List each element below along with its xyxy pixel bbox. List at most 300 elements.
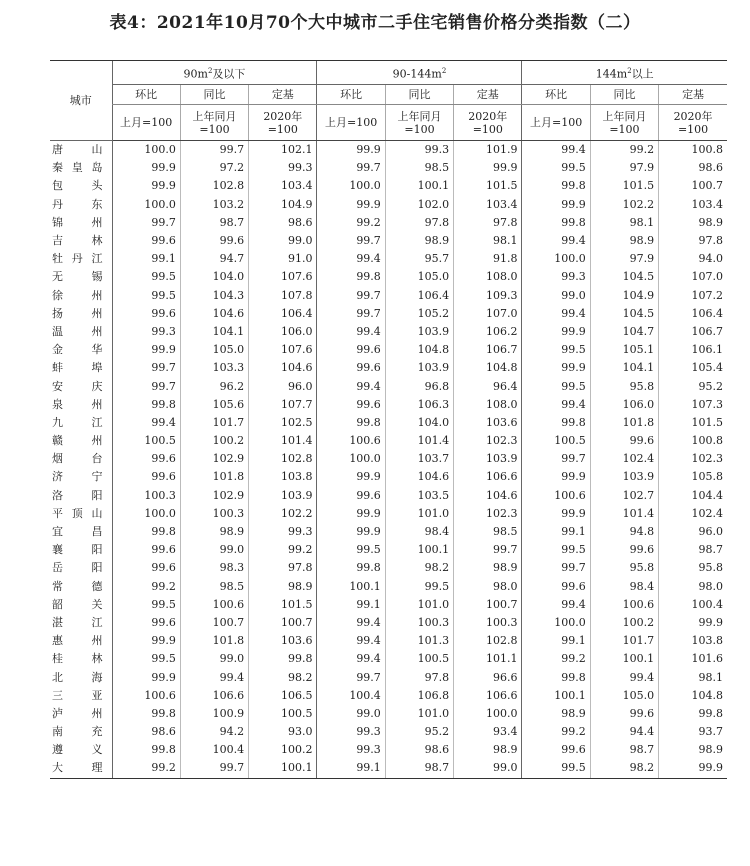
value-cell: 105.1 — [590, 341, 658, 359]
value-cell: 99.8 — [522, 668, 590, 686]
value-cell: 98.7 — [659, 541, 727, 559]
value-cell: 101.5 — [454, 177, 522, 195]
value-cell: 99.9 — [659, 759, 727, 778]
value-cell: 100.0 — [454, 705, 522, 723]
city-name-cell: 北海 — [52, 670, 104, 684]
value-cell: 104.4 — [659, 487, 727, 505]
value-cell: 99.1 — [112, 250, 180, 268]
value-cell: 100.1 — [522, 687, 590, 705]
group-header-small: $90m^2$及以下 — [112, 61, 317, 85]
value-cell: 102.8 — [180, 177, 248, 195]
value-cell: 99.5 — [112, 268, 180, 286]
value-cell: 99.9 — [522, 196, 590, 214]
sub-header-mom: 环比 — [522, 85, 590, 105]
value-cell: 97.8 — [385, 214, 453, 232]
table-row — [50, 232, 727, 250]
value-cell: 104.8 — [385, 341, 453, 359]
table-row — [50, 596, 727, 614]
value-cell: 99.9 — [317, 196, 385, 214]
value-cell: 99.6 — [590, 541, 658, 559]
value-cell: 99.3 — [317, 723, 385, 741]
value-cell: 98.5 — [180, 578, 248, 596]
value-cell: 99.4 — [317, 632, 385, 650]
value-cell: 99.6 — [112, 614, 180, 632]
table-title: 表4：2021年10月70个大中城市二手住宅销售价格分类指数（二） — [109, 13, 641, 33]
value-cell: 98.2 — [590, 759, 658, 778]
value-cell: 103.9 — [385, 323, 453, 341]
value-cell: 95.8 — [659, 559, 727, 577]
value-cell: 107.0 — [454, 305, 522, 323]
value-cell: 104.7 — [590, 323, 658, 341]
value-cell: 99.6 — [112, 450, 180, 468]
value-cell: 101.5 — [249, 596, 317, 614]
value-cell: 99.9 — [317, 468, 385, 486]
sub-header-mom: 环比 — [112, 85, 180, 105]
value-cell: 102.7 — [590, 487, 658, 505]
value-cell: 94.2 — [180, 723, 248, 741]
value-cell: 107.6 — [249, 268, 317, 286]
table-row — [50, 432, 727, 450]
value-cell: 99.9 — [112, 177, 180, 195]
value-cell: 99.4 — [317, 323, 385, 341]
value-cell: 99.2 — [112, 578, 180, 596]
value-cell: 100.3 — [112, 487, 180, 505]
table-row — [50, 650, 727, 668]
value-cell: 99.4 — [522, 232, 590, 250]
value-cell: 100.0 — [112, 505, 180, 523]
value-cell: 99.2 — [522, 650, 590, 668]
value-cell: 106.7 — [454, 341, 522, 359]
value-cell: 98.9 — [249, 578, 317, 596]
value-cell: 97.9 — [590, 250, 658, 268]
table-row — [50, 377, 727, 395]
city-name-cell: 蚌埠 — [52, 361, 104, 375]
table-row — [50, 759, 727, 778]
city-name-cell: 唐山 — [52, 143, 104, 157]
value-cell: 104.9 — [590, 287, 658, 305]
value-cell: 99.7 — [317, 287, 385, 305]
value-cell: 99.6 — [590, 432, 658, 450]
value-cell: 99.9 — [522, 323, 590, 341]
value-cell: 105.0 — [180, 341, 248, 359]
value-cell: 99.4 — [180, 668, 248, 686]
value-cell: 93.7 — [659, 723, 727, 741]
value-cell: 100.7 — [659, 177, 727, 195]
value-cell: 102.3 — [659, 450, 727, 468]
value-cell: 103.4 — [659, 196, 727, 214]
group-header-medium: $90-144m^2$ — [317, 61, 522, 85]
value-cell: 98.7 — [180, 214, 248, 232]
table-row — [50, 359, 727, 377]
value-cell: 100.6 — [590, 596, 658, 614]
value-cell: 99.6 — [112, 232, 180, 250]
city-name-cell: 包头 — [52, 179, 104, 193]
value-cell: 99.5 — [112, 287, 180, 305]
value-cell: 103.9 — [249, 487, 317, 505]
value-cell: 99.0 — [249, 232, 317, 250]
value-cell: 99.8 — [249, 650, 317, 668]
value-cell: 95.8 — [590, 559, 658, 577]
value-cell: 94.7 — [180, 250, 248, 268]
value-cell: 96.8 — [385, 377, 453, 395]
value-cell: 100.2 — [180, 432, 248, 450]
sub-header-yoy: 同比 — [590, 85, 658, 105]
table-row — [50, 578, 727, 596]
value-cell: 99.2 — [522, 723, 590, 741]
table-row — [50, 250, 727, 268]
table-row — [50, 487, 727, 505]
value-cell: 98.9 — [180, 523, 248, 541]
city-name-cell: 九江 — [52, 415, 104, 429]
value-cell: 99.6 — [317, 487, 385, 505]
value-cell: 99.7 — [180, 141, 248, 160]
value-cell: 98.9 — [659, 741, 727, 759]
value-cell: 102.8 — [249, 450, 317, 468]
value-cell: 103.9 — [385, 359, 453, 377]
city-name-cell: 大理 — [50, 759, 112, 778]
value-cell: 99.8 — [317, 268, 385, 286]
value-cell: 106.4 — [385, 287, 453, 305]
value-cell: 99.8 — [112, 741, 180, 759]
value-cell: 106.8 — [385, 687, 453, 705]
value-cell: 105.4 — [659, 359, 727, 377]
value-cell: 98.6 — [249, 214, 317, 232]
value-cell: 99.7 — [317, 305, 385, 323]
value-cell: 100.4 — [180, 741, 248, 759]
city-column-header: 城市 — [50, 61, 112, 141]
value-cell: 99.4 — [522, 396, 590, 414]
value-cell: 99.6 — [112, 305, 180, 323]
value-cell: 106.0 — [590, 396, 658, 414]
value-cell: 96.4 — [454, 377, 522, 395]
value-cell: 103.8 — [249, 468, 317, 486]
sub-header-base: 定基 — [454, 85, 522, 105]
value-cell: 96.6 — [454, 668, 522, 686]
value-cell: 107.2 — [659, 287, 727, 305]
value-cell: 100.6 — [522, 487, 590, 505]
value-cell: 97.8 — [454, 214, 522, 232]
value-cell: 105.0 — [590, 687, 658, 705]
value-cell: 106.1 — [659, 341, 727, 359]
value-cell: 99.3 — [249, 523, 317, 541]
value-cell: 99.8 — [522, 414, 590, 432]
value-cell: 106.3 — [385, 396, 453, 414]
value-cell: 108.0 — [454, 396, 522, 414]
value-cell: 103.4 — [249, 177, 317, 195]
value-cell: 104.0 — [385, 414, 453, 432]
value-cell: 103.3 — [180, 359, 248, 377]
value-cell: 100.0 — [522, 250, 590, 268]
value-cell: 102.4 — [659, 505, 727, 523]
value-cell: 106.0 — [249, 323, 317, 341]
value-cell: 102.3 — [454, 432, 522, 450]
table-header — [50, 61, 727, 141]
value-cell: 100.1 — [317, 578, 385, 596]
value-cell: 96.2 — [180, 377, 248, 395]
value-cell: 99.9 — [522, 468, 590, 486]
value-cell: 100.0 — [112, 196, 180, 214]
value-cell: 102.5 — [249, 414, 317, 432]
value-cell: 99.2 — [249, 541, 317, 559]
value-cell: 107.0 — [659, 268, 727, 286]
value-cell: 101.4 — [590, 505, 658, 523]
value-cell: 95.8 — [590, 377, 658, 395]
table-row — [50, 541, 727, 559]
sub-header-base: 定基 — [249, 85, 317, 105]
value-cell: 103.9 — [590, 468, 658, 486]
city-name-cell: 遵义 — [52, 743, 104, 757]
value-cell: 103.5 — [385, 487, 453, 505]
value-cell: 102.9 — [180, 487, 248, 505]
value-cell: 98.9 — [522, 705, 590, 723]
city-name-cell: 无锡 — [52, 270, 104, 284]
value-cell: 98.2 — [249, 668, 317, 686]
table-row — [50, 341, 727, 359]
value-cell: 98.6 — [385, 741, 453, 759]
value-cell: 100.8 — [659, 141, 727, 160]
value-cell: 101.4 — [249, 432, 317, 450]
value-cell: 99.0 — [180, 650, 248, 668]
value-cell: 101.5 — [590, 177, 658, 195]
city-name-cell: 南充 — [52, 725, 104, 739]
value-cell: 102.8 — [454, 632, 522, 650]
value-cell: 99.9 — [317, 523, 385, 541]
value-cell: 99.4 — [112, 414, 180, 432]
value-cell: 98.9 — [385, 232, 453, 250]
value-cell: 99.0 — [454, 759, 522, 778]
value-cell: 104.8 — [454, 359, 522, 377]
value-cell: 100.7 — [454, 596, 522, 614]
value-cell: 101.9 — [454, 141, 522, 160]
value-cell: 99.4 — [522, 141, 590, 160]
value-cell: 94.8 — [590, 523, 658, 541]
value-cell: 100.3 — [454, 614, 522, 632]
value-cell: 95.2 — [659, 377, 727, 395]
value-cell: 106.7 — [659, 323, 727, 341]
value-cell: 100.3 — [385, 614, 453, 632]
value-cell: 99.4 — [522, 305, 590, 323]
table-row — [50, 741, 727, 759]
city-name-cell: 常德 — [52, 579, 104, 593]
value-cell: 98.7 — [385, 759, 453, 778]
table-row — [50, 323, 727, 341]
value-cell: 104.0 — [180, 268, 248, 286]
city-name-cell: 宜昌 — [52, 525, 104, 539]
value-cell: 102.4 — [590, 450, 658, 468]
table-row — [50, 687, 727, 705]
value-cell: 99.3 — [317, 741, 385, 759]
base-label-yoy: 上年同月=100 — [180, 105, 248, 141]
value-cell: 99.8 — [522, 214, 590, 232]
value-cell: 102.0 — [385, 196, 453, 214]
table-row — [50, 668, 727, 686]
value-cell: 93.4 — [454, 723, 522, 741]
value-cell: 100.5 — [249, 705, 317, 723]
value-cell: 105.2 — [385, 305, 453, 323]
value-cell: 100.4 — [317, 687, 385, 705]
table-row — [50, 723, 727, 741]
value-cell: 99.4 — [317, 250, 385, 268]
base-label-2020: 2020年=100 — [659, 105, 727, 141]
value-cell: 103.2 — [180, 196, 248, 214]
value-cell: 99.3 — [249, 159, 317, 177]
value-cell: 100.1 — [385, 177, 453, 195]
value-cell: 99.5 — [112, 650, 180, 668]
sub-header-yoy: 同比 — [180, 85, 248, 105]
value-cell: 99.6 — [590, 705, 658, 723]
value-cell: 106.2 — [454, 323, 522, 341]
value-cell: 94.0 — [659, 250, 727, 268]
value-cell: 99.6 — [112, 468, 180, 486]
value-cell: 99.3 — [522, 268, 590, 286]
value-cell: 98.0 — [454, 578, 522, 596]
value-cell: 106.6 — [454, 468, 522, 486]
value-cell: 101.8 — [180, 632, 248, 650]
value-cell: 98.1 — [659, 668, 727, 686]
value-cell: 106.6 — [454, 687, 522, 705]
value-cell: 104.5 — [590, 305, 658, 323]
base-label-yoy: 上年同月=100 — [590, 105, 658, 141]
value-cell: 101.0 — [385, 596, 453, 614]
value-cell: 100.0 — [317, 177, 385, 195]
city-name-cell: 温州 — [52, 324, 104, 338]
value-cell: 107.8 — [249, 287, 317, 305]
sub-header-base: 定基 — [659, 85, 727, 105]
value-cell: 104.1 — [590, 359, 658, 377]
value-cell: 104.3 — [180, 287, 248, 305]
value-cell: 98.5 — [385, 159, 453, 177]
value-cell: 99.9 — [112, 668, 180, 686]
value-cell: 99.7 — [112, 214, 180, 232]
table-row — [50, 523, 727, 541]
table-body — [50, 141, 727, 779]
value-cell: 99.5 — [522, 159, 590, 177]
value-cell: 100.2 — [590, 614, 658, 632]
value-cell: 104.8 — [659, 687, 727, 705]
value-cell: 98.6 — [659, 159, 727, 177]
table-row — [50, 159, 727, 177]
value-cell: 100.1 — [590, 650, 658, 668]
value-cell: 103.8 — [659, 632, 727, 650]
value-cell: 104.5 — [590, 268, 658, 286]
value-cell: 102.3 — [454, 505, 522, 523]
city-name-cell: 赣州 — [52, 434, 104, 448]
city-name-cell: 韶关 — [52, 597, 104, 611]
table-row — [50, 196, 727, 214]
value-cell: 103.9 — [454, 450, 522, 468]
value-cell: 99.9 — [112, 341, 180, 359]
city-name-cell: 济宁 — [52, 470, 104, 484]
city-name-cell: 泉州 — [52, 397, 104, 411]
table-row — [50, 705, 727, 723]
value-cell: 99.6 — [112, 541, 180, 559]
value-cell: 100.6 — [112, 687, 180, 705]
value-cell: 91.8 — [454, 250, 522, 268]
base-label-2020: 2020年=100 — [454, 105, 522, 141]
value-cell: 99.3 — [385, 141, 453, 160]
value-cell: 106.4 — [659, 305, 727, 323]
value-cell: 97.8 — [385, 668, 453, 686]
value-cell: 99.1 — [522, 632, 590, 650]
value-cell: 99.9 — [317, 141, 385, 160]
base-label-yoy: 上年同月=100 — [385, 105, 453, 141]
value-cell: 102.2 — [590, 196, 658, 214]
value-cell: 99.8 — [112, 705, 180, 723]
table-row — [50, 505, 727, 523]
value-cell: 99.4 — [317, 614, 385, 632]
value-cell: 99.5 — [522, 541, 590, 559]
value-cell: 107.7 — [249, 396, 317, 414]
value-cell: 99.9 — [522, 359, 590, 377]
value-cell: 106.6 — [180, 687, 248, 705]
value-cell: 99.8 — [522, 177, 590, 195]
value-cell: 98.9 — [454, 741, 522, 759]
city-name-cell: 徐州 — [52, 288, 104, 302]
group-header-large: $144m^2$以上 — [522, 61, 727, 85]
base-label-2020: 2020年=100 — [249, 105, 317, 141]
value-cell: 99.7 — [112, 377, 180, 395]
value-cell: 99.6 — [522, 741, 590, 759]
value-cell: 100.6 — [180, 596, 248, 614]
value-cell: 98.9 — [659, 214, 727, 232]
value-cell: 98.6 — [112, 723, 180, 741]
value-cell: 101.5 — [659, 414, 727, 432]
value-cell: 99.4 — [317, 377, 385, 395]
value-cell: 100.7 — [249, 614, 317, 632]
value-cell: 99.3 — [112, 323, 180, 341]
value-cell: 99.9 — [454, 159, 522, 177]
price-index-table — [50, 60, 727, 779]
value-cell: 100.9 — [180, 705, 248, 723]
value-cell: 99.9 — [659, 614, 727, 632]
value-cell: 104.6 — [249, 359, 317, 377]
value-cell: 101.7 — [180, 414, 248, 432]
value-cell: 93.0 — [249, 723, 317, 741]
value-cell: 91.0 — [249, 250, 317, 268]
city-name-cell: 惠州 — [52, 634, 104, 648]
value-cell: 98.3 — [180, 559, 248, 577]
table-row — [50, 632, 727, 650]
value-cell: 99.8 — [317, 414, 385, 432]
value-cell: 100.5 — [112, 432, 180, 450]
city-name-cell: 牡丹江 — [52, 252, 104, 266]
city-name-cell: 扬州 — [52, 306, 104, 320]
value-cell: 104.9 — [249, 196, 317, 214]
city-name-cell: 烟台 — [52, 452, 104, 466]
table-row — [50, 414, 727, 432]
value-cell: 96.0 — [659, 523, 727, 541]
value-cell: 100.0 — [317, 450, 385, 468]
table-row — [50, 268, 727, 286]
value-cell: 99.6 — [522, 578, 590, 596]
value-cell: 99.2 — [317, 214, 385, 232]
value-cell: 99.5 — [317, 541, 385, 559]
value-cell: 99.6 — [180, 232, 248, 250]
sub-header-mom: 环比 — [317, 85, 385, 105]
value-cell: 100.2 — [249, 741, 317, 759]
value-cell: 98.5 — [454, 523, 522, 541]
sub-header-yoy: 同比 — [385, 85, 453, 105]
value-cell: 99.5 — [112, 596, 180, 614]
value-cell: 99.9 — [522, 505, 590, 523]
value-cell: 101.6 — [659, 650, 727, 668]
base-label-mom: 上月=100 — [317, 105, 385, 141]
value-cell: 99.8 — [112, 396, 180, 414]
value-cell: 100.0 — [522, 614, 590, 632]
value-cell: 98.9 — [454, 559, 522, 577]
value-cell: 99.8 — [112, 523, 180, 541]
value-cell: 95.7 — [385, 250, 453, 268]
